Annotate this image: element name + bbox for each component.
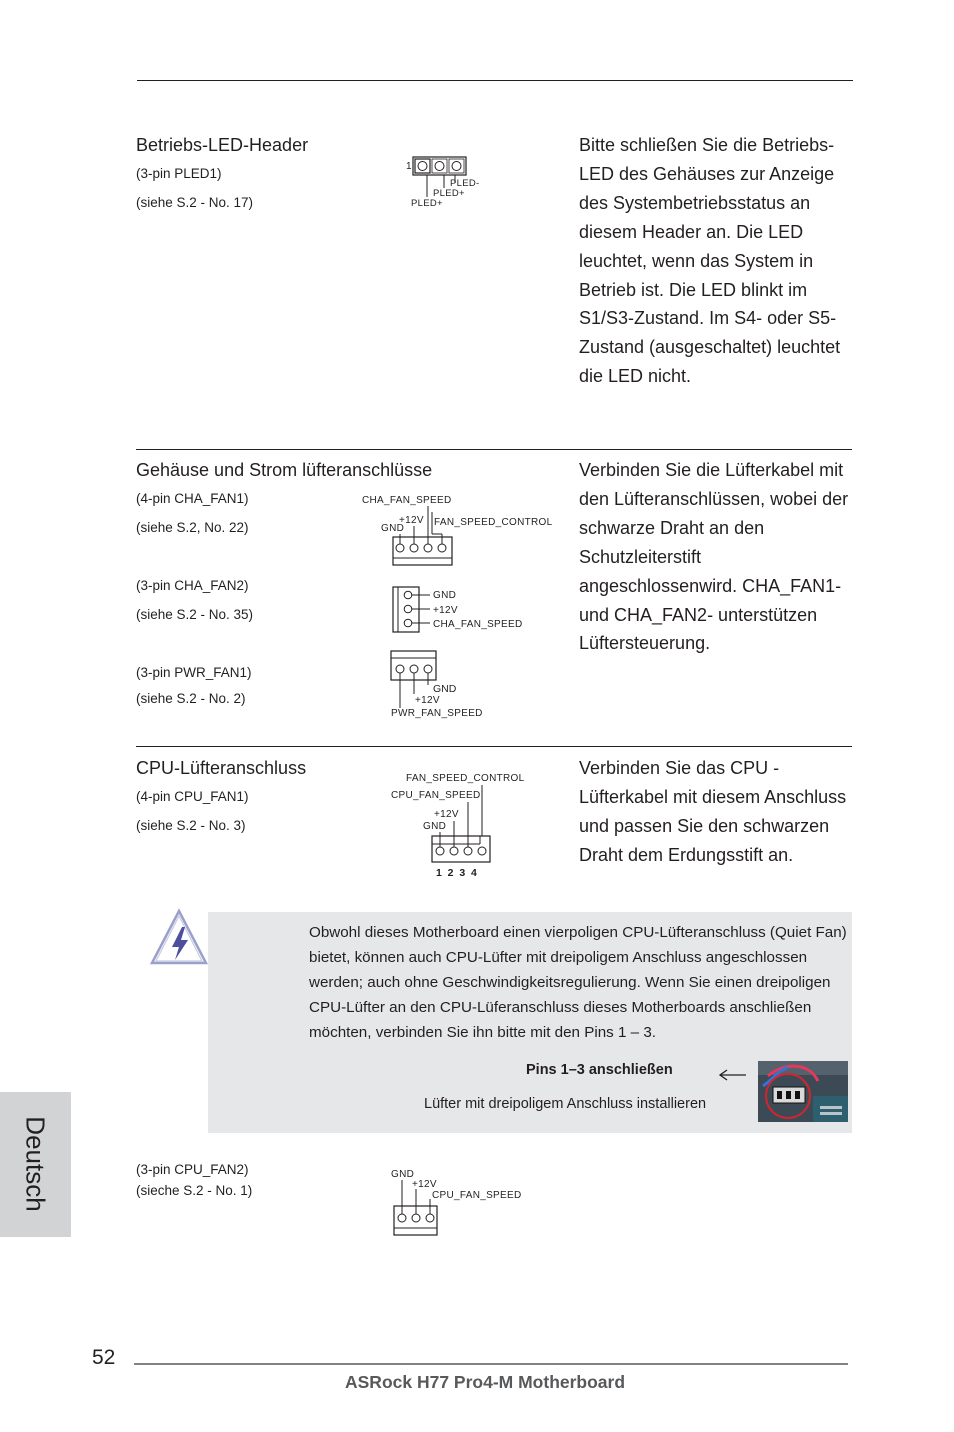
cpu-fan-description: Verbinden Sie das CPU - Lüfterkabel mit diesem Anschluss und passen Sie den schwarzen Draht dem Erdungsstift an. — [579, 758, 847, 865]
cpu-fan2-ref: (sieche S.2 - No. 1) — [136, 1183, 253, 1198]
fan-connector-photo — [758, 1061, 848, 1122]
pled-pin-info: (3-pin PLED1) — [136, 166, 222, 181]
cha-fan1-ref: (siehe S.2, No. 22) — [136, 520, 249, 535]
pled-pin1-label: 1 — [406, 161, 412, 172]
pwr-fan1-speed-label: PWR_FAN_SPEED — [391, 708, 483, 719]
pwr-fan1-pin-info: (3-pin PWR_FAN1) — [136, 665, 252, 680]
section-title-chassis-fans: Gehäuse und Strom lüfteranschlüsse — [136, 460, 433, 480]
install-label: Lüfter mit dreipoligem Anschluss installieren — [424, 1096, 707, 1112]
cha-fan1-control-label: FAN_SPEED_CONTROL — [434, 517, 553, 528]
cpu-fan1-control-label: FAN_SPEED_CONTROL — [406, 773, 525, 784]
cpu-fan1-ref: (siehe S.2 - No. 3) — [136, 818, 246, 833]
pled-description: Bitte schließen Sie die Betriebs-LED des Gehäuses zur Anzeige des Systembetriebsstatus an diesem Header an. Die LED leuchtet, wenn das System in Betrieb ist. Die LED blinkt im S1/S3-Zustand. Im S4- oder S5-Zustand (ausgeschaltet) leuchtet die LED nicht. — [579, 135, 841, 387]
arrow-left-icon — [716, 1067, 748, 1083]
section-divider — [136, 449, 852, 450]
cha-fan1-speed-label: CHA_FAN_SPEED — [362, 495, 452, 506]
cpu-fan1-diagram — [388, 766, 528, 881]
section-title-cpu-fan: CPU-Lüfteranschluss — [136, 758, 307, 778]
cpu-fan1-pin-numbers: 1 2 3 4 — [436, 867, 477, 879]
cpu-fan1-12v-label: +12V — [434, 809, 459, 820]
cha-fan2-gnd-label: GND — [433, 590, 457, 601]
pins-connect-label: Pins 1–3 anschließen — [526, 1062, 673, 1078]
cha-fan2-ref: (siehe S.2 - No. 35) — [136, 607, 254, 622]
cha-fan1-gnd-label: GND — [381, 523, 405, 534]
pled-minus-label: PLED- — [450, 178, 480, 189]
warning-icon — [148, 907, 210, 969]
footer-title: ASRock H77 Pro4-M Motherboard — [345, 1372, 626, 1392]
cha-fan2-speed-label: CHA_FAN_SPEED — [433, 619, 523, 630]
cha-fan2-pin-info: (3-pin CHA_FAN2) — [136, 578, 249, 593]
pwr-fan1-diagram — [385, 648, 505, 720]
cha-fan1-12v-label: +12V — [399, 515, 424, 526]
cpu-fan2-12v-label: +12V — [412, 1179, 437, 1190]
section-title-pled: Betriebs-LED-Header — [136, 135, 309, 155]
pled-ref: (siehe S.2 - No. 17) — [136, 195, 254, 210]
pwr-fan1-12v-label: +12V — [415, 695, 440, 706]
pwr-fan1-ref: (siehe S.2 - No. 2) — [136, 691, 246, 706]
cha-fan2-diagram — [388, 585, 538, 635]
top-rule — [137, 80, 853, 81]
cpu-fan2-pin-info: (3-pin CPU_FAN2) — [136, 1162, 249, 1177]
cha-fan2-12v-label: +12V — [433, 605, 458, 616]
cha-fan1-pin-info: (4-pin CHA_FAN1) — [136, 491, 249, 506]
section-divider — [136, 746, 852, 747]
pled-label: PLED+ — [411, 198, 443, 209]
cpu-fan1-speed-label: CPU_FAN_SPEED — [391, 790, 481, 801]
cpu-fan2-speed-label: CPU_FAN_SPEED — [432, 1190, 522, 1201]
cpu-fan1-pin-info: (4-pin CPU_FAN1) — [136, 789, 249, 804]
pled-header-diagram — [400, 150, 490, 210]
cpu-fan2-gnd-label: GND — [391, 1169, 415, 1180]
cpu-fan1-gnd-label: GND — [423, 821, 447, 832]
language-tab — [0, 1092, 71, 1237]
pled-plus-label: PLED+ — [433, 188, 465, 199]
cha-fan1-diagram — [360, 490, 570, 570]
footer-rule — [134, 1363, 848, 1365]
chassis-fans-description: Verbinden Sie die Lüfterkabel mit den Lüfteranschlüssen, wobei der schwarze Draht an den Schutzleiterstift angeschlossenwird. CHA_FAN1- und CHA_FAN2- unterstützen Lüftersteuerung. — [579, 460, 849, 654]
language-tab-label: Deutsch — [20, 1116, 51, 1212]
cpu-fan2-diagram — [388, 1165, 528, 1240]
pwr-fan1-gnd-label: GND — [433, 683, 457, 695]
page-number: 52 — [92, 1346, 116, 1369]
note-text: Obwohl dieses Motherboard einen vierpoligen CPU-Lüfteranschluss (Quiet Fan) bietet, können auch CPU-Lüfter mit dreipoligem Anschluss angeschlossen werden; auch ohne Geschwindigkeitsregulierung. Wenn Sie einen dreipoligen CPU-Lüfter an den CPU-Lüferanschluss dieses Motherboards anschließen möchten, verbinden Sie ihn bitte mit den Pins 1 – 3. — [309, 924, 847, 1041]
